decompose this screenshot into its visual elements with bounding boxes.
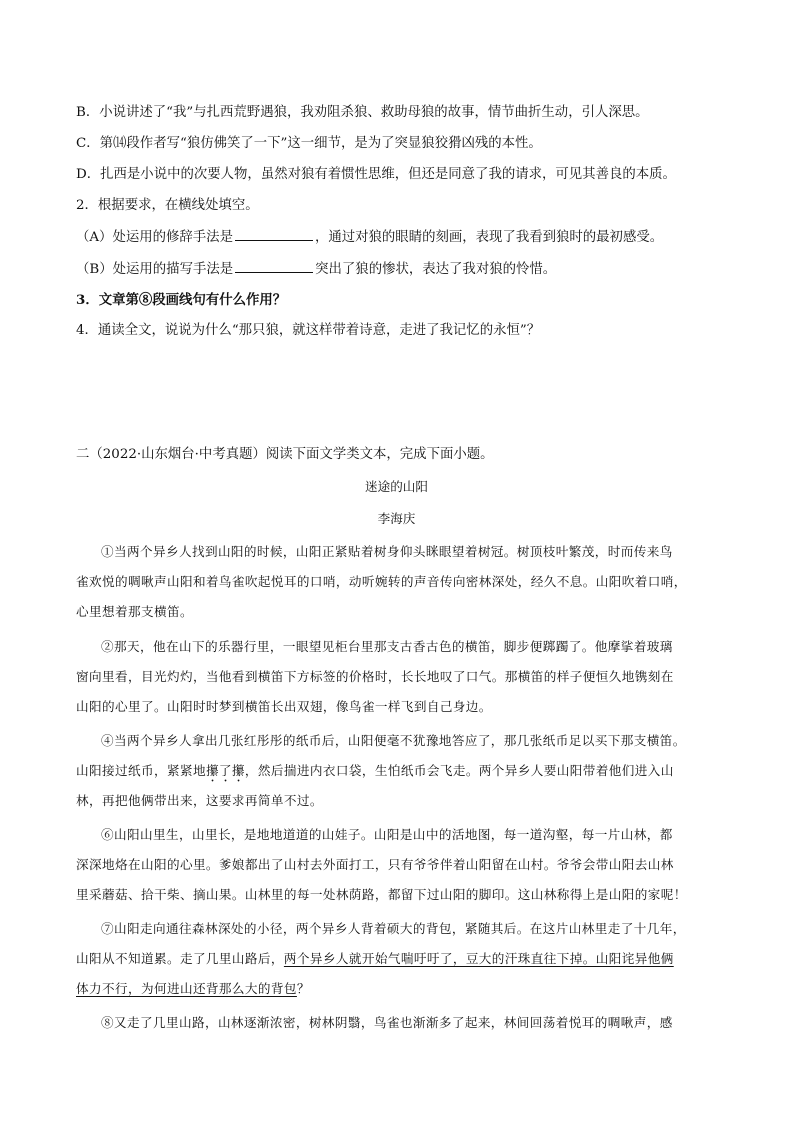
question-3: 3．文章第⑧段画线句有什么作用？ [76,292,287,308]
option-b: B．小说讲述了“我”与扎西荒野遇狼，我劝阻杀狼、救助母狼的故事，情节曲折生动，引人深思。 [76,105,649,120]
answer-blank-a[interactable] [235,228,313,241]
question-4: 4．通读全文，说说为什么“那只狼，就这样带着诗意，走进了我记忆的永恒”？ [76,323,541,338]
section-heading: 二（2022·山东烟台·中考真题）阅读下面文学类文本，完成下面小题。 [76,447,494,462]
question-2a-prefix: （A）处运用的修辞手法是 [76,230,233,245]
paragraph-7: ⑦山阳走向通往森林深处的小径，两个异乡人背着硕大的背包，紧随其后。在这片山林里走了十几年， 山阳从不知道累。走了几里山路后，两个异乡人就开始气喘吁吁了，豆大的汗珠直往下掉。山阳诧异他俩 体力不行，为何进山还背那么大的背包？ [76,921,686,996]
question-2a [76,228,726,247]
option-d: D．扎西是小说中的次要人物，虽然对狼有着惯性思维，但还是同意了我的请求，可见其善良的本质。 [76,167,676,182]
paragraph-4: ④当两个异乡人拿出几张红彤彤的纸币后，山阳便毫不犹豫地答应了，那几张纸币足以买下那支横笛。 山阳接过纸币，紧紧地攥了攥，然后揣进内衣口袋，生怕纸币会飞走。两个异乡人要山阳带着他们进入山 林，再把他俩带出来，这要求再简单不过。 [76,733,686,808]
question-2: 2．根据要求，在横线处填空。 [76,198,259,213]
answer-blank-b[interactable] [235,260,313,273]
underlined-sentence: 两个异乡人就开始气喘吁吁了，豆大的汗珠直往下掉。山阳诧异他俩 [283,951,674,966]
question-2b-prefix: （B）处运用的描写手法是 [76,262,234,277]
article-title: 迷途的山阳 [365,479,428,494]
option-c: C．第⒁段作者写“狼仿佛笑了一下”这一细节，是为了突显狼狡猾凶残的本性。 [76,136,542,151]
question-2b [76,260,726,279]
question-2b-suffix: 突出了狼的惨状，表达了我对狼的怜惜。 [315,262,557,277]
question-2a-suffix: ，通过对狼的眼睛的刻画，表现了我看到狼时的最初感受。 [314,230,664,245]
paragraph-6: ⑥山阳山里生，山里长，是地地道道的山娃子。山阳是山中的活地图，每一道沟壑，每一片山林，都 深深地烙在山阳的心里。爹娘都出了山村去外面打工，只有爷爷伴着山阳留在山村。爷爷会带山阳去山林 里采蘑菇、拾干柴、摘山果。山林里的每一处林荫路，都留下过山阳的脚印。这山林称得上是山阳的家呢！ [76,827,687,902]
paragraph-1: ①当两个异乡人找到山阳的时候，山阳正紧贴着树身仰头眯眼望着树冠。树顶枝叶繁茂，时而传来鸟 雀欢悦的啁啾声山阳和着鸟雀吹起悦耳的口哨，动听婉转的声音传向密林深处，经久不息。山阳吹着口哨， 心里想着那支横笛。 [76,544,687,619]
paragraph-8: ⑧又走了几里山路，山林逐渐浓密，树林阴翳，鸟雀也渐渐多了起来，林间回荡着悦耳的啁啾声，感 [101,1015,673,1030]
emphasized-word: 攥了攥 [205,763,245,778]
paragraph-2: ②那天，他在山下的乐器行里，一眼望见柜台里那支古香古色的横笛，脚步便踯躅了。他摩挲着玻璃 窗向里看，目光灼灼，当他看到横笛下方标签的价格时，长长地叹了口气。那横笛的样子便恒久地镌刻在 山阳的心里了。山阳时时梦到横笛长出双翅，像鸟雀一样飞到自己身边。 [76,639,674,714]
underlined-sentence-end: 体力不行，为何进山还背那么大的背包 [76,981,297,996]
article-author: 李海庆 [377,511,416,526]
